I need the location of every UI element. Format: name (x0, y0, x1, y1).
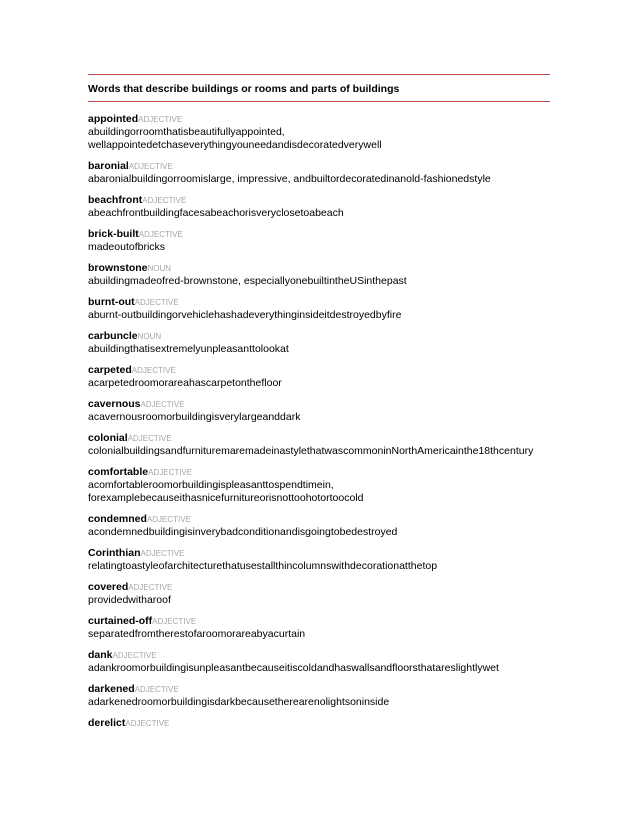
entry-word: carpeted (88, 364, 132, 376)
entry-headline (88, 113, 550, 126)
entry-headline (88, 466, 550, 479)
entry-definition: adarkenedroomorbuildingisdarkbecausetherearenolightsoninside (88, 696, 390, 708)
entry-headline (88, 432, 550, 445)
part-of-speech: ADJECTIVE (138, 230, 183, 239)
dictionary-entry (88, 160, 550, 186)
dictionary-entry (88, 364, 550, 390)
entry-definition: acomfortableroomorbuildingispleasanttospendtimein, (88, 479, 334, 491)
part-of-speech: ADJECTIVE (131, 366, 176, 375)
part-of-speech: ADJECTIVE (128, 583, 173, 592)
part-of-speech: NOUN (137, 332, 162, 341)
entry-headline (88, 364, 550, 377)
entry-headline (88, 228, 550, 241)
entry-word: beachfront (88, 194, 143, 206)
part-of-speech: ADJECTIVE (127, 434, 172, 443)
entry-headline (88, 615, 550, 628)
entry-word: burnt-out (88, 296, 135, 308)
entry-definition: abuildingorroomthatisbeautifullyappointed, (88, 126, 285, 138)
dictionary-entry (88, 296, 550, 322)
entry-word: condemned (88, 513, 147, 525)
entry-definition: aburnt-outbuildingorvehiclehashadeverythinginsideitdestroyedbyfire (88, 309, 402, 321)
entry-word: brick-built (88, 228, 139, 240)
entry-headline (88, 194, 550, 207)
entry-word: covered (88, 581, 129, 593)
dictionary-entry (88, 649, 550, 675)
entry-word: curtained-off (88, 615, 153, 627)
entry-headline (88, 513, 550, 526)
entry-word: Corinthian (88, 547, 141, 559)
part-of-speech: ADJECTIVE (125, 719, 170, 728)
dictionary-entry (88, 513, 550, 539)
entry-definition: wellappointedetchaseverythingyouneedandisdecoratedverywell (88, 139, 382, 151)
entry-headline (88, 296, 550, 309)
part-of-speech: ADJECTIVE (134, 298, 179, 307)
dictionary-entry (88, 228, 550, 254)
dictionary-entry (88, 683, 550, 709)
entry-word: comfortable (88, 466, 149, 478)
entry-definition: abeachfrontbuildingfacesabeachorisveryclosetoabeach (88, 207, 344, 219)
entry-headline (88, 262, 550, 275)
entry-definition: abaronialbuildingorroomislarge, impressive, andbuiltordecoratedinanold-fashionedstyle (88, 173, 491, 185)
entry-word: baronial (88, 160, 129, 172)
entry-word: brownstone (88, 262, 148, 274)
part-of-speech: ADJECTIVE (112, 651, 157, 660)
dictionary-entry (88, 398, 550, 424)
part-of-speech: ADJECTIVE (152, 617, 197, 626)
dictionary-entry (88, 262, 550, 288)
part-of-speech: ADJECTIVE (140, 400, 185, 409)
dictionary-entry (88, 717, 550, 730)
entry-definition: acondemnedbuildingisinverybadconditionandisgoingtobedestroyed (88, 526, 398, 538)
entry-definition: providedwitharoof (88, 594, 171, 606)
dictionary-entry (88, 330, 550, 356)
part-of-speech: ADJECTIVE (142, 196, 187, 205)
entry-headline (88, 649, 550, 662)
entry-definition: abuildingmadeofred-brownstone, especiallyonebuiltintheUSinthepast (88, 275, 407, 287)
dictionary-entry (88, 432, 550, 458)
part-of-speech: ADJECTIVE (138, 115, 183, 124)
dictionary-entry (88, 547, 550, 573)
part-of-speech: ADJECTIVE (140, 549, 185, 558)
entry-definition: acavernousroomorbuildingisverylargeanddark (88, 411, 301, 423)
entry-word: appointed (88, 113, 139, 125)
part-of-speech: ADJECTIVE (128, 162, 173, 171)
header-bar (88, 74, 550, 102)
entry-headline (88, 330, 550, 343)
entry-definition: acarpetedroomorareahascarpetonthefloor (88, 377, 282, 389)
dictionary-entry (88, 194, 550, 220)
entry-word: derelict (88, 717, 126, 729)
entry-word: dank (88, 649, 113, 661)
part-of-speech: NOUN (147, 264, 172, 273)
entry-definition: abuildingthatisextremelyunpleasanttolookat (88, 343, 289, 355)
entry-headline (88, 398, 550, 411)
entry-definition: separatedfromtherestofaroomorareabyacurtain (88, 628, 306, 640)
page-title: Words that describe buildings or rooms and parts of buildings (88, 83, 400, 95)
entry-headline (88, 581, 550, 594)
part-of-speech: ADJECTIVE (146, 515, 191, 524)
entry-word: colonial (88, 432, 128, 444)
part-of-speech: ADJECTIVE (148, 468, 193, 477)
entry-definition: madeoutofbricks (88, 241, 166, 253)
dictionary-entry (88, 466, 550, 505)
entry-definition: forexamplebecauseithasnicefurnitureorisnottoohotortoocold (88, 492, 364, 504)
entry-headline (88, 717, 550, 730)
entry-list (88, 113, 550, 738)
entry-definition: relatingtoastyleofarchitecturethatusestallthincolumnswithdecorationatthetop (88, 560, 438, 572)
entry-word: cavernous (88, 398, 141, 410)
entry-headline (88, 160, 550, 173)
part-of-speech: ADJECTIVE (134, 685, 179, 694)
entry-word: darkened (88, 683, 135, 695)
entry-headline (88, 547, 550, 560)
dictionary-entry (88, 581, 550, 607)
entry-word: carbuncle (88, 330, 138, 342)
dictionary-entry (88, 615, 550, 641)
dictionary-entry (88, 113, 550, 152)
entry-headline (88, 683, 550, 696)
entry-definition: colonialbuildingsandfurnituremaremadeinastylethatwascommoninNorthAmericainthe18thcentury (88, 445, 534, 457)
entry-definition: adankroomorbuildingisunpleasantbecauseitiscoldandhaswallsandfloorsthatareslightlywet (88, 662, 499, 674)
